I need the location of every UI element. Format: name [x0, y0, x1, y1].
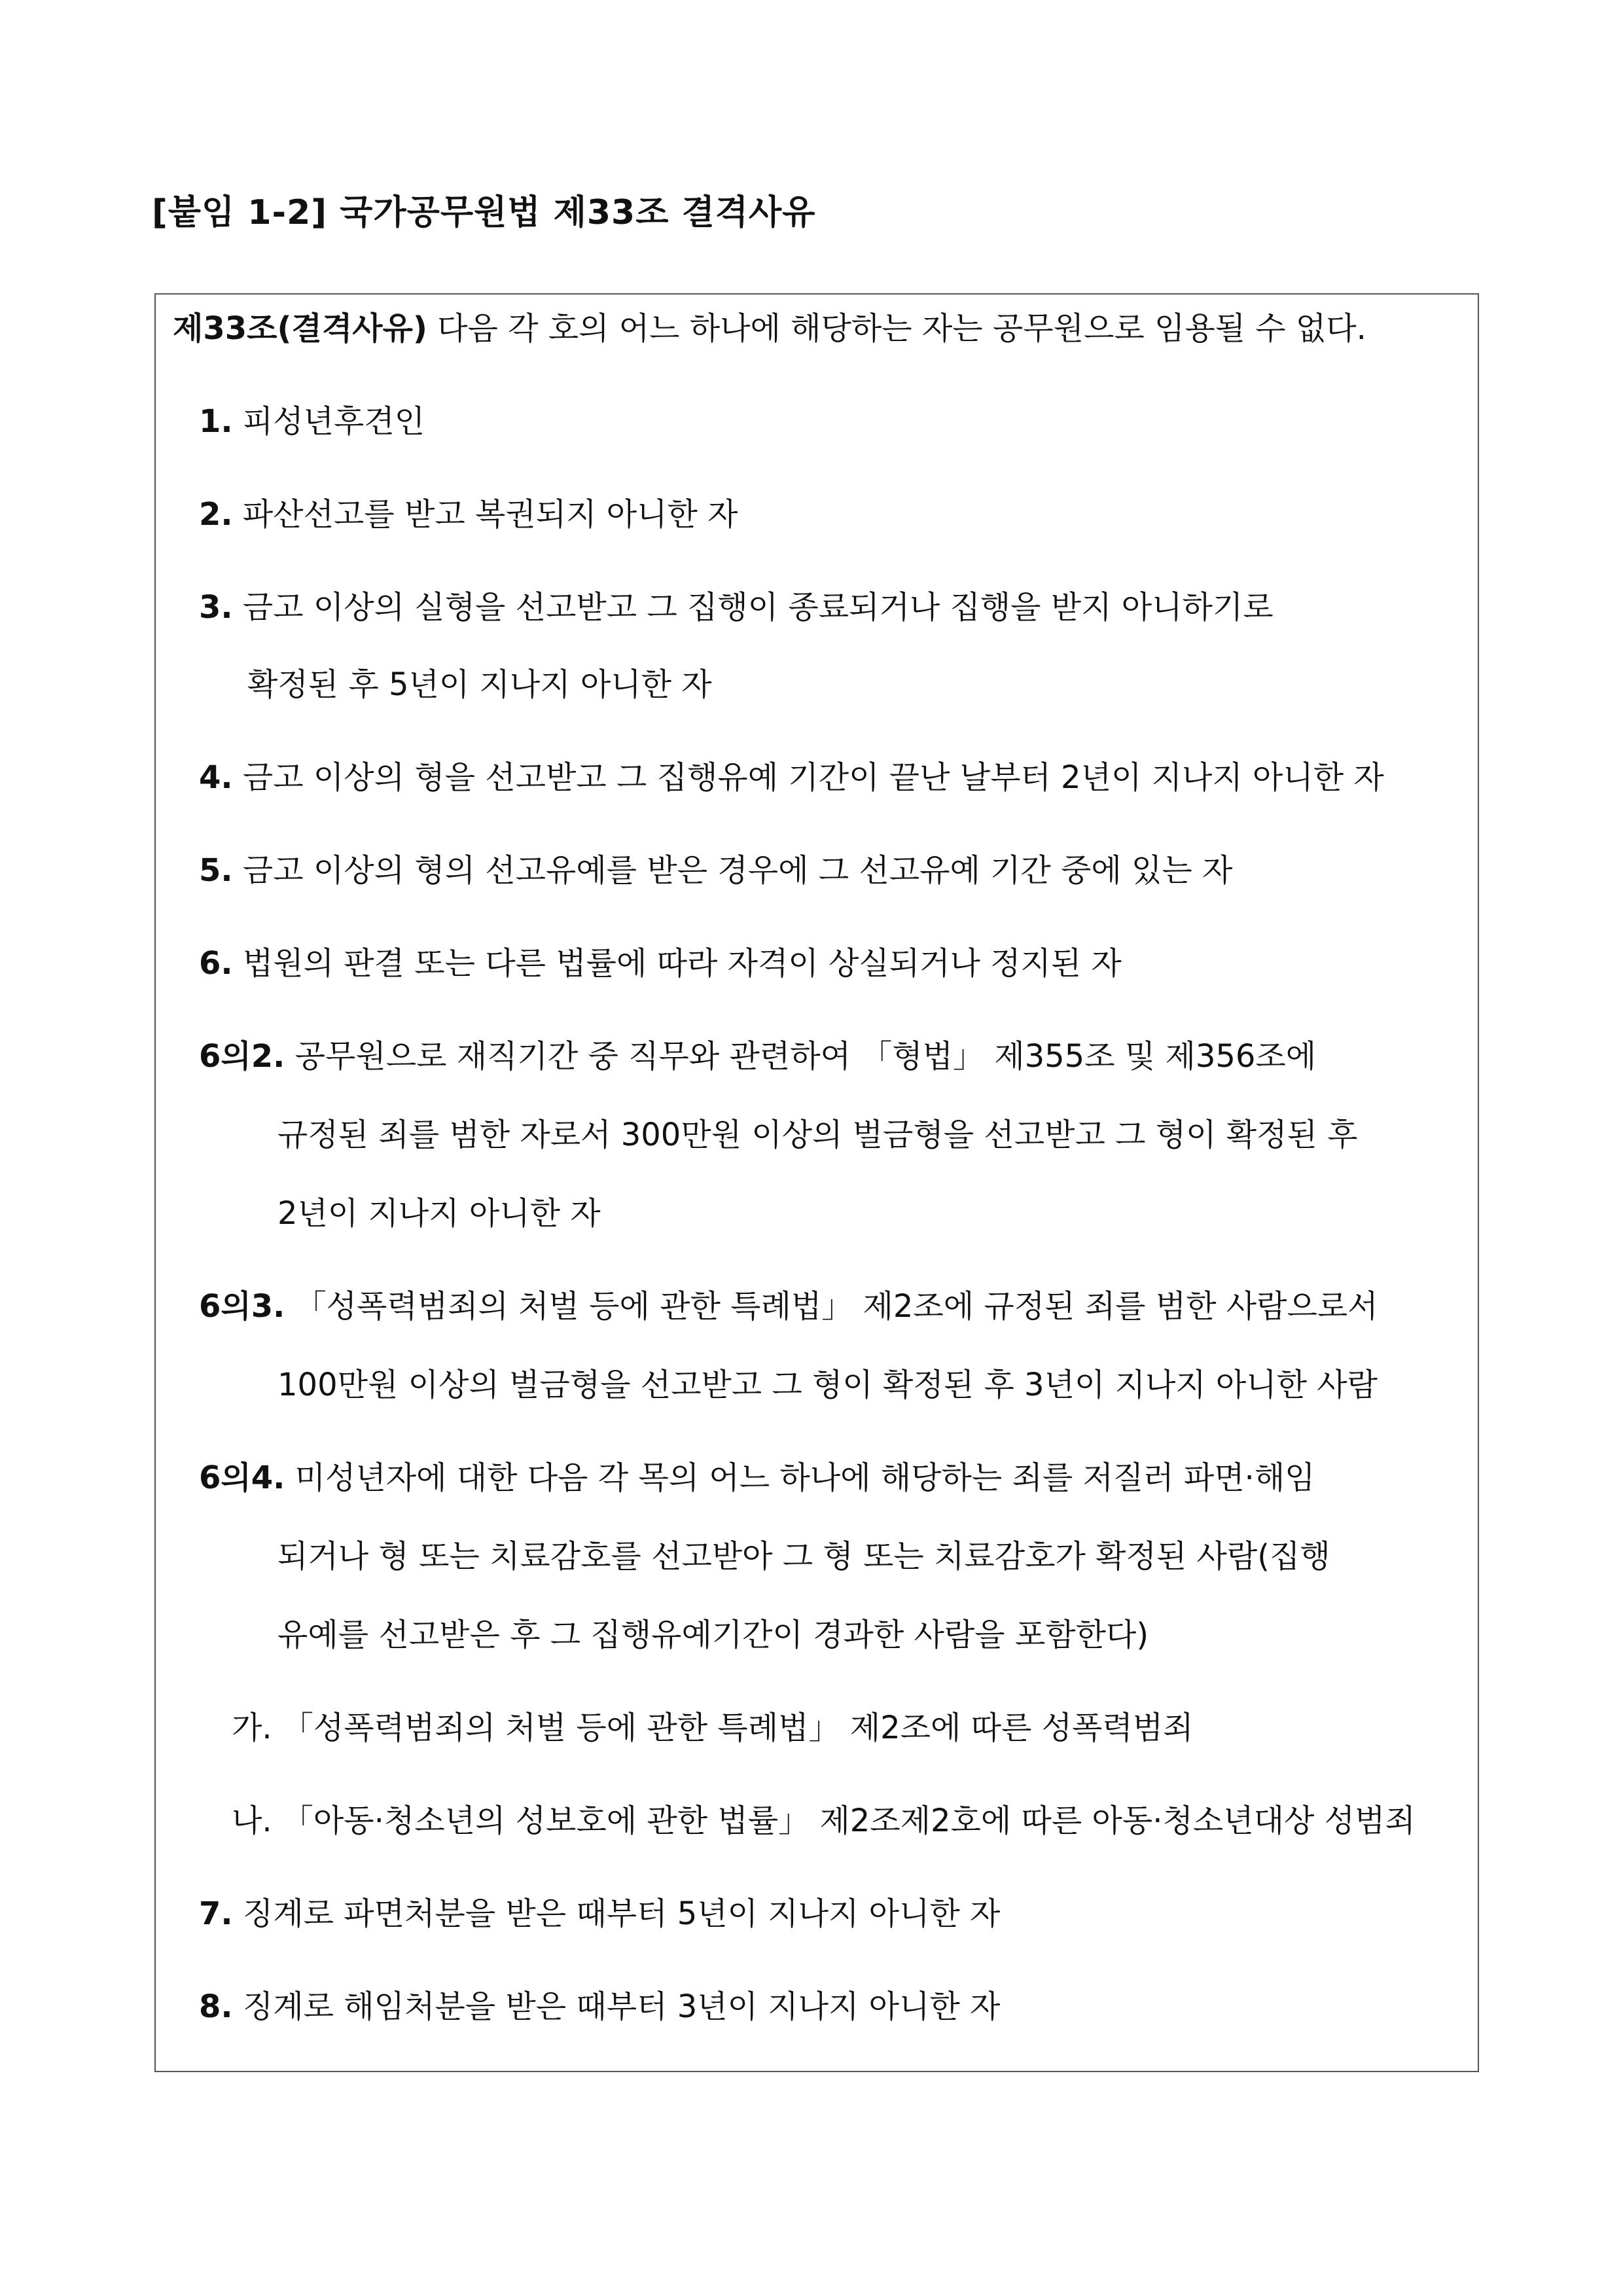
item-number: 6의4.	[199, 1460, 285, 1496]
item-text: 금고 이상의 형을 선고받고 그 집행유예 기간이 끝난 날부터 2년이 지나지 아니한 자	[242, 759, 1384, 796]
list-item	[199, 945, 1122, 982]
list-item	[199, 1288, 1378, 1325]
sub-item-number: 나.	[232, 1803, 272, 1839]
item-text: 파산선고를 받고 복권되지 아니한 자	[242, 496, 738, 533]
item-continuation: 되거나 형 또는 치료감호를 선고받아 그 형 또는 치료감호가 확정된 사람(집행	[277, 1538, 1330, 1575]
list-item	[199, 852, 1233, 889]
item-number: 8.	[199, 1988, 233, 2025]
item-text: 징계로 파면처분을 받은 때부터 5년이 지나지 아니한 자	[242, 1895, 1001, 1932]
item-text: 법원의 판결 또는 다른 법률에 따라 자격이 상실되거나 정지된 자	[242, 945, 1122, 982]
item-text: 징계로 해임처분을 받은 때부터 3년이 지나지 아니한 자	[242, 1988, 1001, 2025]
sub-item-text: 「성폭력범죄의 처벌 등에 관한 특례법」 제2조에 따른 성폭력범죄	[281, 1710, 1194, 1746]
list-item	[199, 496, 738, 533]
item-number: 4.	[199, 759, 233, 796]
item-continuation: 100만원 이상의 벌금형을 선고받고 그 형이 확정된 후 3년이 지나지 아니한 사람	[277, 1367, 1378, 1403]
item-text: 「성폭력범죄의 처벌 등에 관한 특례법」 제2조에 규정된 죄를 범한 사람으로서	[294, 1288, 1378, 1325]
page-title: [붙임 1-2] 국가공무원법 제33조 결격사유	[152, 193, 816, 232]
item-number: 5.	[199, 852, 233, 889]
sub-item-number: 가.	[232, 1710, 272, 1746]
article-intro-line	[173, 310, 1366, 347]
item-text: 피성년후견인	[242, 403, 425, 440]
item-text: 금고 이상의 형의 선고유예를 받은 경우에 그 선고유예 기간 중에 있는 자	[242, 852, 1233, 889]
item-continuation: 2년이 지나지 아니한 자	[277, 1195, 601, 1232]
list-item	[199, 1895, 1001, 1932]
list-item	[199, 1038, 1317, 1075]
article-intro: 다음 각 호의 어느 하나에 해당하는 자는 공무원으로 임용될 수 없다.	[437, 310, 1366, 347]
item-continuation: 규정된 죄를 범한 자로서 300만원 이상의 벌금형을 선고받고 그 형이 확정된 후	[277, 1117, 1358, 1153]
item-number: 6의2.	[199, 1038, 285, 1075]
list-item	[199, 403, 425, 440]
item-continuation: 확정된 후 5년이 지나지 아니한 자	[247, 666, 712, 703]
item-number: 7.	[199, 1895, 233, 1932]
item-continuation: 유예를 선고받은 후 그 집행유예기간이 경과한 사람을 포함한다)	[277, 1617, 1149, 1653]
sub-item	[232, 1712, 1193, 1744]
list-item	[199, 1988, 1001, 2025]
item-text: 공무원으로 재직기간 중 직무와 관련하여 「형법」 제355조 및 제356조에	[294, 1038, 1317, 1075]
item-number: 2.	[199, 496, 233, 533]
item-number: 1.	[199, 403, 233, 440]
list-item	[199, 759, 1384, 796]
item-number: 3.	[199, 589, 233, 626]
item-text: 미성년자에 대한 다음 각 목의 어느 하나에 해당하는 죄를 저질러 파면·해임	[294, 1460, 1315, 1496]
item-number: 6.	[199, 945, 233, 982]
item-text: 금고 이상의 실형을 선고받고 그 집행이 종료되거나 집행을 받지 아니하기로	[242, 589, 1274, 626]
list-item	[199, 589, 1274, 626]
sub-item	[232, 1805, 1416, 1837]
item-number: 6의3.	[199, 1288, 285, 1325]
sub-item-text: 「아동·청소년의 성보호에 관한 법률」 제2조제2호에 따른 아동·청소년대상 성범죄	[281, 1803, 1416, 1839]
list-item	[199, 1462, 1315, 1494]
article-heading: 제33조(결격사유)	[173, 310, 427, 347]
